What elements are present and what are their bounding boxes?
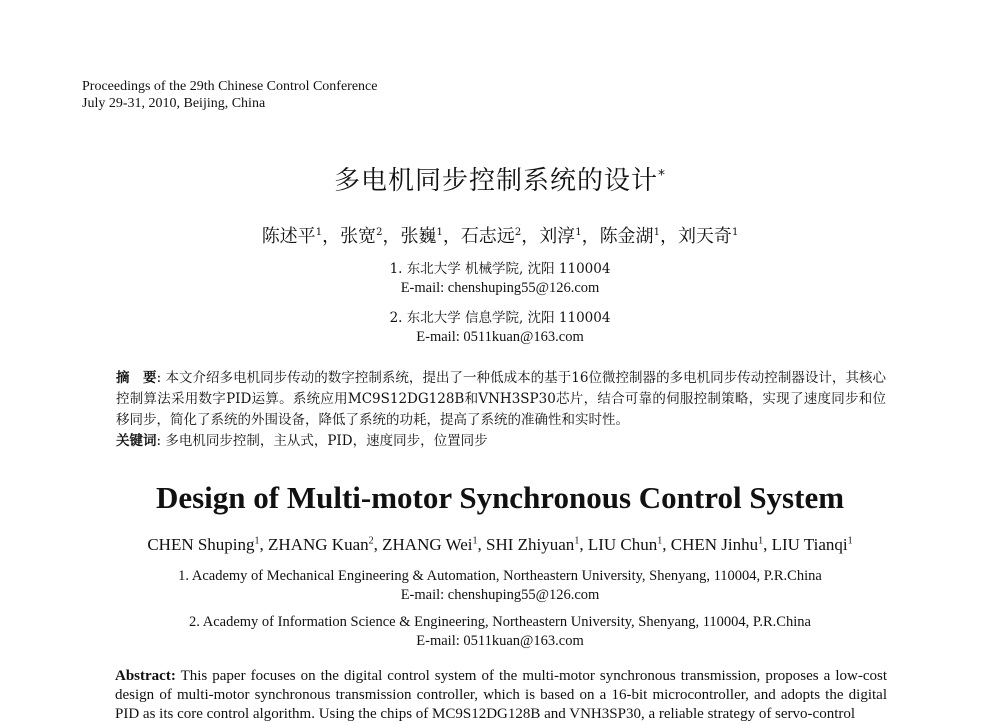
cn-author-name: 张巍 [400,226,437,247]
cn-author-name: 陈金湖 [599,226,654,247]
cn-affiliation-2 [0,309,1000,347]
cn-author-affiliation-mark: 1 [575,227,582,238]
en-author-name: CHEN Jinhu [670,535,759,554]
cn-author [539,226,581,247]
cn-author [340,226,382,247]
cn-abstract-text: : 本文介绍多电机同步传动的数字控制系统，提出了一种低成本的基于16位微控制器的多电机同步传动控制器设计，其核心控制算法采用数字PID运算。系统应用MC9S12DG128B和VNH3SP30芯片，结合可靠的伺服控制策略，实现了速度同步和位移同步，简化了系统的外围设备，降低了系统的功耗，提高了系统的准确性和实时性。 [116,370,887,428]
en-affiliation-1 [0,567,1000,605]
en-title: Design of Multi-motor Synchronous Control System [155,480,845,515]
en-affiliation-2 [0,613,1000,651]
en-author-affiliation-mark: 1 [657,535,663,547]
en-author [382,535,477,554]
en-author-affiliation-mark: 1 [254,535,260,547]
cn-author-name: 刘淳 [539,226,576,247]
cn-author [600,226,660,247]
cn-title-text: 多电机同步控制系统的设计 [333,166,658,196]
en-abstract-text: This paper focuses on the digital control system of the multi-motor synchronous transmission, proposes a low-cost design of multi-motor synchronous transmission controller, which is based on a 16-bit microcontroller, and adopts the digital PID as its core control algorithm. Using the chips of MC9S12DG128B and VNH3SP30, a reliable strategy of servo-control [115,668,887,722]
cn-affiliation-2-line: 2. 东北大学 信息学院, 沈阳 110004 [389,310,611,326]
cn-author-affiliation-mark: 1 [653,227,660,238]
cn-affiliation-2-email: E-mail: 0511kuan@163.com [416,329,584,345]
proceedings-line-1: Proceedings of the 29th Chinese Control Conference [82,79,378,94]
en-author-affiliation-mark: 1 [758,535,764,547]
cn-keywords [116,431,886,452]
cn-author-affiliation-mark: 1 [315,227,323,238]
cn-keywords-text: : 多电机同步控制，主从式，PID，速度同步，位置同步 [156,433,488,449]
en-author-name: SHI Zhiyuan [486,535,575,554]
cn-author-name: 张宽 [340,226,377,247]
en-abstract-label: Abstract: [115,668,176,684]
cn-author-name: 石志远 [460,226,515,247]
cn-keywords-label: 关键词 [116,433,157,449]
cn-affiliation-1-line: 1. 东北大学 机械学院, 沈阳 110004 [389,261,611,277]
proceedings-line-2: July 29-31, 2010, Beijing, China [82,96,266,111]
en-author [671,535,763,554]
en-author-affiliation-mark: 1 [847,535,853,547]
cn-authors: 陈述平$^1$，张宽$^2$，张巍$^1$，石志远$^2$，刘淳$^1$，陈金湖$^1$，刘天奇$^1$ [261,226,739,247]
cn-affiliation-1 [0,260,1000,298]
en-abstract [115,667,887,724]
cn-author-affiliation-mark: 1 [436,227,443,238]
en-affiliation-1-line: 1. Academy of Mechanical Engineering & Automation, Northeastern University, Shenyang, 110004, P.R.China [178,568,822,584]
cn-author-name: 刘天奇 [677,226,732,247]
cn-author [461,226,521,247]
cn-author-name: 陈述平 [261,226,316,247]
en-author-name: LIU Chun [587,535,658,554]
en-author [486,535,579,554]
cn-author [262,226,322,247]
en-author [588,535,662,554]
en-affiliation-2-email: E-mail: 0511kuan@163.com [416,633,584,649]
cn-affiliation-1-email: E-mail: chenshuping55@126.com [400,280,600,296]
en-affiliation-2-line: 2. Academy of Information Science & Engineering, Northeastern University, Shenyang, 110004, P.R.China [189,614,811,630]
en-author-affiliation-mark: 2 [368,535,374,547]
en-affiliation-1-email: E-mail: chenshuping55@126.com [400,587,600,603]
en-author-name: ZHANG Kuan [268,535,369,554]
en-author-name: CHEN Shuping [147,535,255,554]
cn-author [678,226,738,247]
cn-author-affiliation-mark: 2 [514,227,522,238]
proceedings-header [82,78,377,112]
cn-abstract-label: 摘 要 [116,370,157,386]
en-authors: CHEN Shuping$^1$, ZHANG Kuan$^2$, ZHANG Wei$^1$, SHI Zhiyuan$^1$, LIU Chun$^1$, CHEN Jinhu$^1$, LIU Tianqi$^1$ [147,535,853,554]
cn-title [0,160,1000,197]
en-author [268,535,374,554]
en-author [772,535,853,554]
en-author-name: LIU Tianqi [771,535,848,554]
cn-author-affiliation-mark: 1 [731,227,739,238]
en-author-name: ZHANG Wei [382,535,473,554]
cn-abstract [116,368,886,431]
cn-title-mark: * [658,167,666,184]
cn-author-affiliation-mark: 2 [376,227,383,238]
en-author [147,535,259,554]
en-author-affiliation-mark: 1 [574,535,580,547]
en-author-affiliation-mark: 1 [472,535,478,547]
cn-author [400,226,442,247]
